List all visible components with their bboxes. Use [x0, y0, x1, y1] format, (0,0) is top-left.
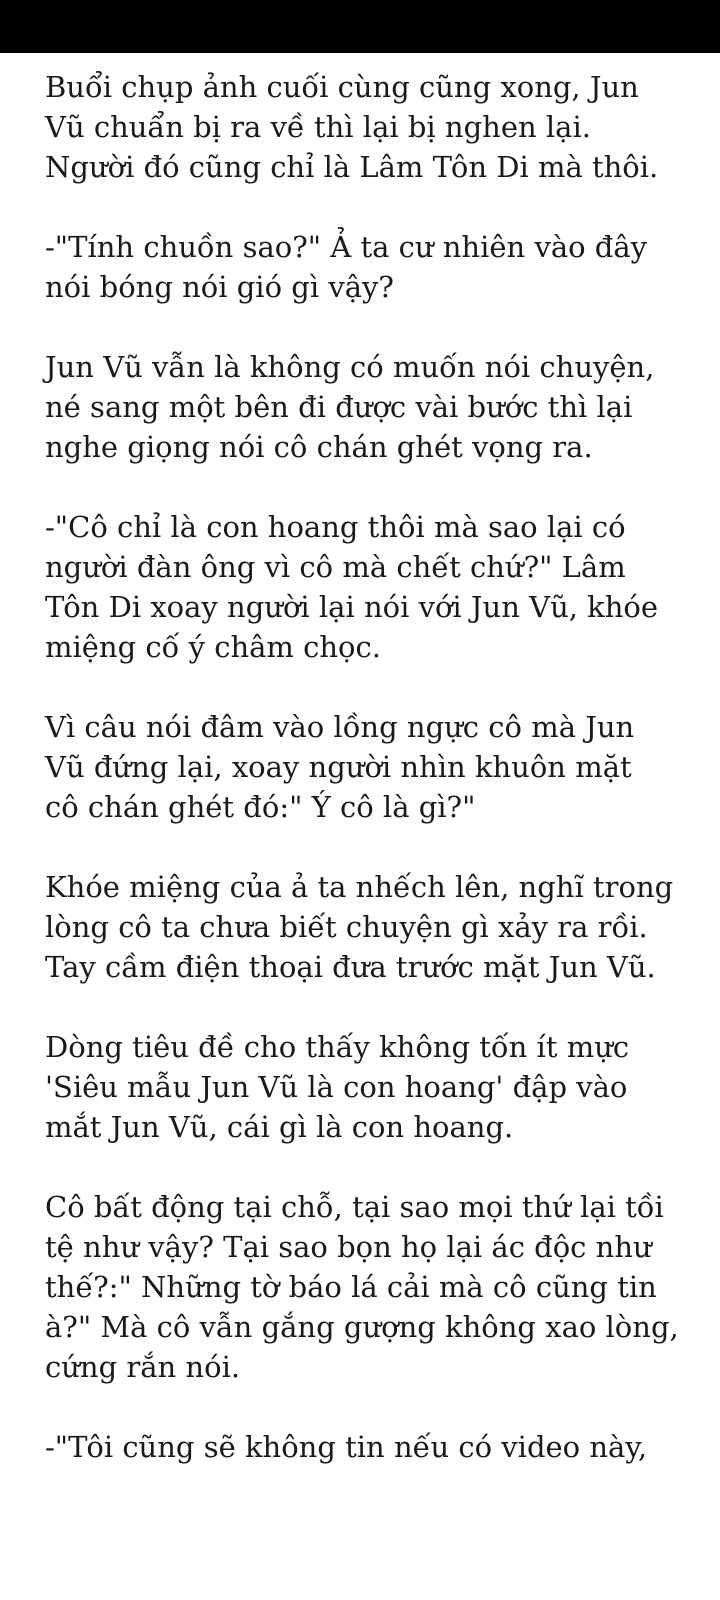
text-line: -"Cô chỉ là con hoang thôi mà sao lại có — [45, 510, 626, 544]
text-line: Người đó cũng chỉ là Lâm Tôn Di mà thôi. — [45, 150, 659, 184]
text-line: nói bóng nói gió gì vậy? — [45, 270, 394, 304]
text-line: nghe giọng nói cô chán ghét vọng ra. — [45, 430, 593, 464]
text-line: Tôn Di xoay người lại nói với Jun Vũ, khóe — [45, 590, 659, 624]
text-line: -"Tính chuồn sao?" Ả ta cư nhiên vào đây — [45, 230, 648, 264]
text-line: Jun Vũ vẫn là không có muốn nói chuyện, — [45, 350, 655, 384]
text-line: Tay cầm điện thoại đưa trước mặt Jun Vũ. — [45, 950, 656, 984]
text-line: cứng rắn nói. — [45, 1350, 241, 1384]
text-line: né sang một bên đi được vài bước thì lại — [45, 390, 633, 424]
paragraph — [45, 347, 675, 467]
status-bar — [0, 0, 720, 53]
text-line: Vì câu nói đâm vào lồng ngực cô mà Jun — [45, 710, 635, 744]
text-line: -"Tôi cũng sẽ không tin nếu có video này, — [45, 1430, 648, 1464]
text-line: 'Siêu mẫu Jun Vũ là con hoang' đập vào — [45, 1070, 628, 1104]
paragraph — [45, 67, 675, 187]
paragraph — [45, 867, 675, 987]
text-line: Cô bất động tại chỗ, tại sao mọi thứ lại tồi — [45, 1190, 664, 1224]
text-line: người đàn ông vì cô mà chết chứ?" Lâm — [45, 550, 626, 584]
paragraph — [45, 707, 675, 827]
paragraph — [45, 227, 675, 307]
text-line: Khóe miệng của ả ta nhếch lên, nghĩ trong — [45, 870, 674, 904]
text-line: Buổi chụp ảnh cuối cùng cũng xong, Jun — [45, 70, 639, 104]
paragraph — [45, 1427, 675, 1467]
text-line: Vũ đứng lại, xoay người nhìn khuôn mặt — [45, 750, 632, 784]
text-line: à?" Mà cô vẫn gắng gượng không xao lòng, — [45, 1310, 679, 1344]
paragraph — [45, 507, 675, 667]
story-text — [45, 67, 679, 1485]
bottom-blank-area — [0, 1485, 720, 1600]
paragraph — [45, 1187, 679, 1387]
text-line: mắt Jun Vũ, cái gì là con hoang. — [45, 1110, 514, 1144]
text-line: Dòng tiêu đề cho thấy không tốn ít mực — [45, 1030, 630, 1064]
text-line: Vũ chuẩn bị ra về thì lại bị nghen lại. — [45, 110, 591, 144]
text-line: tệ như vậy? Tại sao bọn họ lại ác độc như — [45, 1230, 652, 1264]
paragraph — [45, 1027, 675, 1147]
text-line: miệng cố ý châm chọc. — [45, 630, 381, 664]
text-line: lòng cô ta chưa biết chuyện gì xảy ra rồi. — [45, 910, 648, 944]
text-line: thế?:" Những tờ báo lá cải mà cô cũng tin — [45, 1270, 657, 1304]
reading-area[interactable] — [0, 53, 720, 1485]
text-line: cô chán ghét đó:" Ý cô là gì?" — [45, 790, 476, 824]
